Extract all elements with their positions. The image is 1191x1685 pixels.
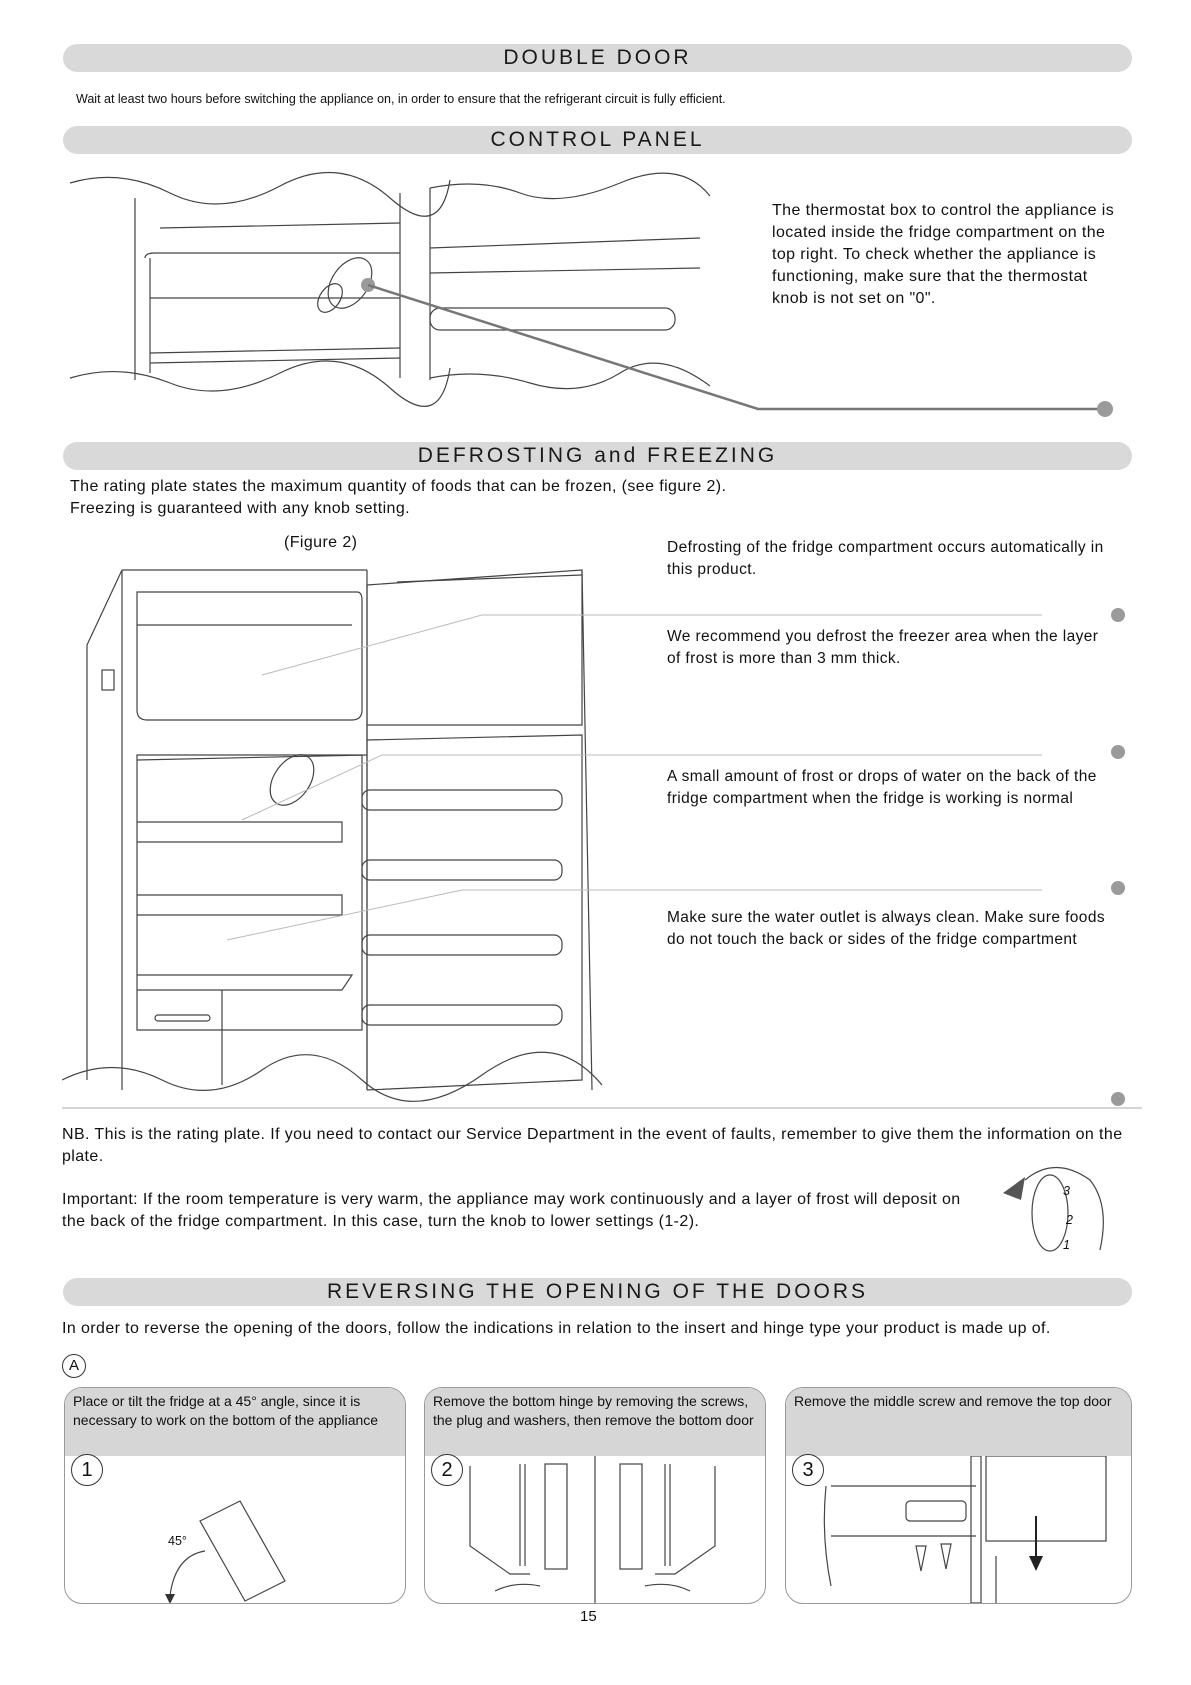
defrost-note-1: Defrosting of the fridge compartment occurs automatically in this product. bbox=[667, 539, 1104, 578]
section-header-control-panel bbox=[63, 126, 1132, 154]
knob-number-2: 2 bbox=[1066, 1213, 1073, 1227]
knob-number-3: 3 bbox=[1063, 1184, 1070, 1198]
defrost-line-1: The rating plate states the maximum quantity of foods that can be frozen, (see figure 2). bbox=[70, 478, 727, 495]
figure-label: (Figure 2) bbox=[284, 534, 358, 551]
control-panel-description: The thermostat box to control the appliance is located inside the fridge compartment on the top right. To check whether the appliance is functioning, make sure that the thermostat knob is not set on "0". bbox=[772, 202, 1115, 307]
knob-number-1: 1 bbox=[1063, 1238, 1070, 1252]
step-1-caption: Place or tilt the fridge at a 45° angle, since it is necessary to work on the bottom of the appliance bbox=[65, 1388, 405, 1456]
step-2-panel bbox=[424, 1387, 766, 1604]
nb-text: NB. This is the rating plate. If you need to contact our Service Department in the event of faults, remember to give them the information on the plate. bbox=[62, 1126, 1123, 1165]
section-header-double-door bbox=[63, 44, 1132, 72]
step-3-number: 3 bbox=[792, 1454, 824, 1486]
section-title: REVERSING THE OPENING OF THE DOORS bbox=[326, 1280, 869, 1303]
section-title: DOUBLE DOOR bbox=[503, 46, 692, 69]
section-header-defrosting bbox=[63, 442, 1132, 470]
step-3-panel bbox=[785, 1387, 1132, 1604]
intro-note: Wait at least two hours before switching the appliance on, in order to ensure that the refrigerant circuit is fully efficient. bbox=[76, 92, 726, 106]
step-2-illustration bbox=[425, 1456, 765, 1603]
step-3-caption: Remove the middle screw and remove the top door bbox=[786, 1388, 1131, 1456]
step-2-number: 2 bbox=[431, 1454, 463, 1486]
page-number: 15 bbox=[580, 1608, 597, 1625]
section-title: DEFROSTING and FREEZING bbox=[417, 444, 778, 467]
knob-diagram bbox=[995, 1155, 1115, 1255]
defrost-note-4: Make sure the water outlet is always clean. Make sure foods do not touch the back or sides of the fridge compartment bbox=[667, 909, 1105, 948]
step-1-panel bbox=[64, 1387, 406, 1604]
reversing-intro: In order to reverse the opening of the doors, follow the indications in relation to the insert and hinge type your product is made up of. bbox=[62, 1320, 1051, 1337]
section-title: CONTROL PANEL bbox=[490, 128, 705, 151]
important-text: Important: If the room temperature is very warm, the appliance may work continuously and a layer of frost will deposit on the back of the fridge compartment. In this case, turn the knob to lower settings (1-2). bbox=[62, 1191, 961, 1230]
step-3-illustration bbox=[786, 1456, 1131, 1603]
defrost-note-3: A small amount of frost or drops of water on the back of the fridge compartment when the fridge is working is normal bbox=[667, 768, 1097, 807]
step-1-illustration bbox=[65, 1456, 405, 1603]
step-2-caption: Remove the bottom hinge by removing the screws, the plug and washers, then remove the bottom door bbox=[425, 1388, 765, 1456]
variant-label: A bbox=[62, 1354, 86, 1378]
step-1-number: 1 bbox=[71, 1454, 103, 1486]
section-header-reversing bbox=[63, 1278, 1132, 1306]
defrost-line-2: Freezing is guaranteed with any knob setting. bbox=[70, 500, 410, 517]
step-1-angle-label: 45° bbox=[168, 1534, 187, 1548]
defrost-note-2: We recommend you defrost the freezer area when the layer of frost is more than 3 mm thick. bbox=[667, 628, 1099, 667]
